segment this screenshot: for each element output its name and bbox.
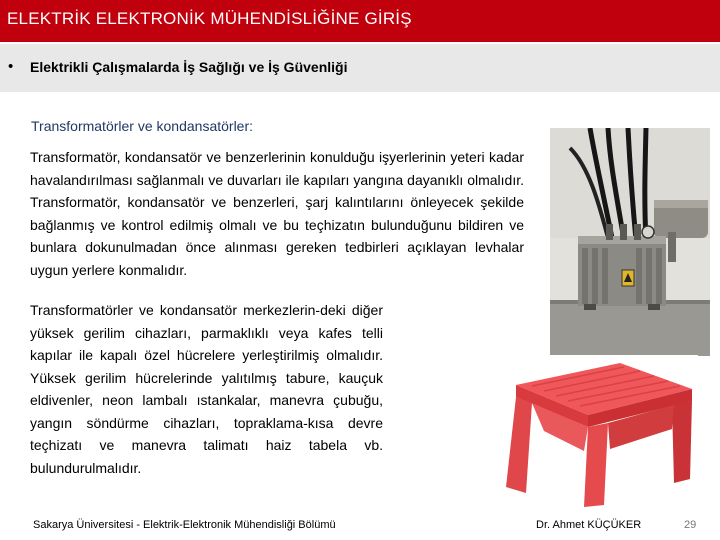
- footer-institution: Sakarya Üniversitesi - Elektrik-Elektronik Mühendisliği Bölümü: [33, 519, 336, 531]
- paragraph-high-voltage-cells: Transformatörler ve kondansatör merkezlerin-deki diğer yüksek gerilim cihazları, parmaklıklı veya kafes telli kapılar ile kapalı özel hücrelere yerleştirilmiş olmalıdır. Yüksek gerilim hücrelerinde yalıtılmış tabure, kauçuk eldivenler, neon lambalı ıstankalar, manevra çubuğu, yangın söndürme cihazları, topraklama-kısa devre teçhizatı ve manevra talimatı haiz tabela vb. bulundurulmalıdır.: [30, 302, 383, 476]
- page-number: 29: [684, 519, 697, 531]
- red-insulating-stool: [492, 355, 698, 510]
- paragraph-transformer-ventilation: Transformatör, kondansatör ve benzerlerinin konulduğu işyerlerinin yeteri kadar havalandırılması sağlanmalı ve duvarları ile kapıları yangına dayanıklı olmalıdır. Transformatör, kondansatör ve benzerleri, şarj kalıntılarını önleyecek şekilde bağlanmış ve kontrol edilmiş olmalı ve bu teçhizatın bulunduğunu bildiren ve bunlara dokunulmadan önce alınması gereken tedbirleri açıklayan levhalar uygun yerlere konmalıdır.: [30, 149, 524, 278]
- bullet-icon: •: [8, 58, 14, 75]
- title-bar: [0, 0, 720, 42]
- subtitle-bar: [0, 44, 720, 92]
- section-heading: Transformatörler ve kondansatörler:: [31, 118, 254, 134]
- footer-author: Dr. Ahmet KÜÇÜKER: [536, 519, 642, 531]
- slide-title: ELEKTRİK ELEKTRONİK MÜHENDİSLİĞİNE GİRİŞ: [7, 9, 412, 28]
- slide-subtitle: Elektrikli Çalışmalarda İş Sağlığı ve İş Güvenliği: [30, 59, 348, 75]
- transformer-photo: [550, 128, 710, 356]
